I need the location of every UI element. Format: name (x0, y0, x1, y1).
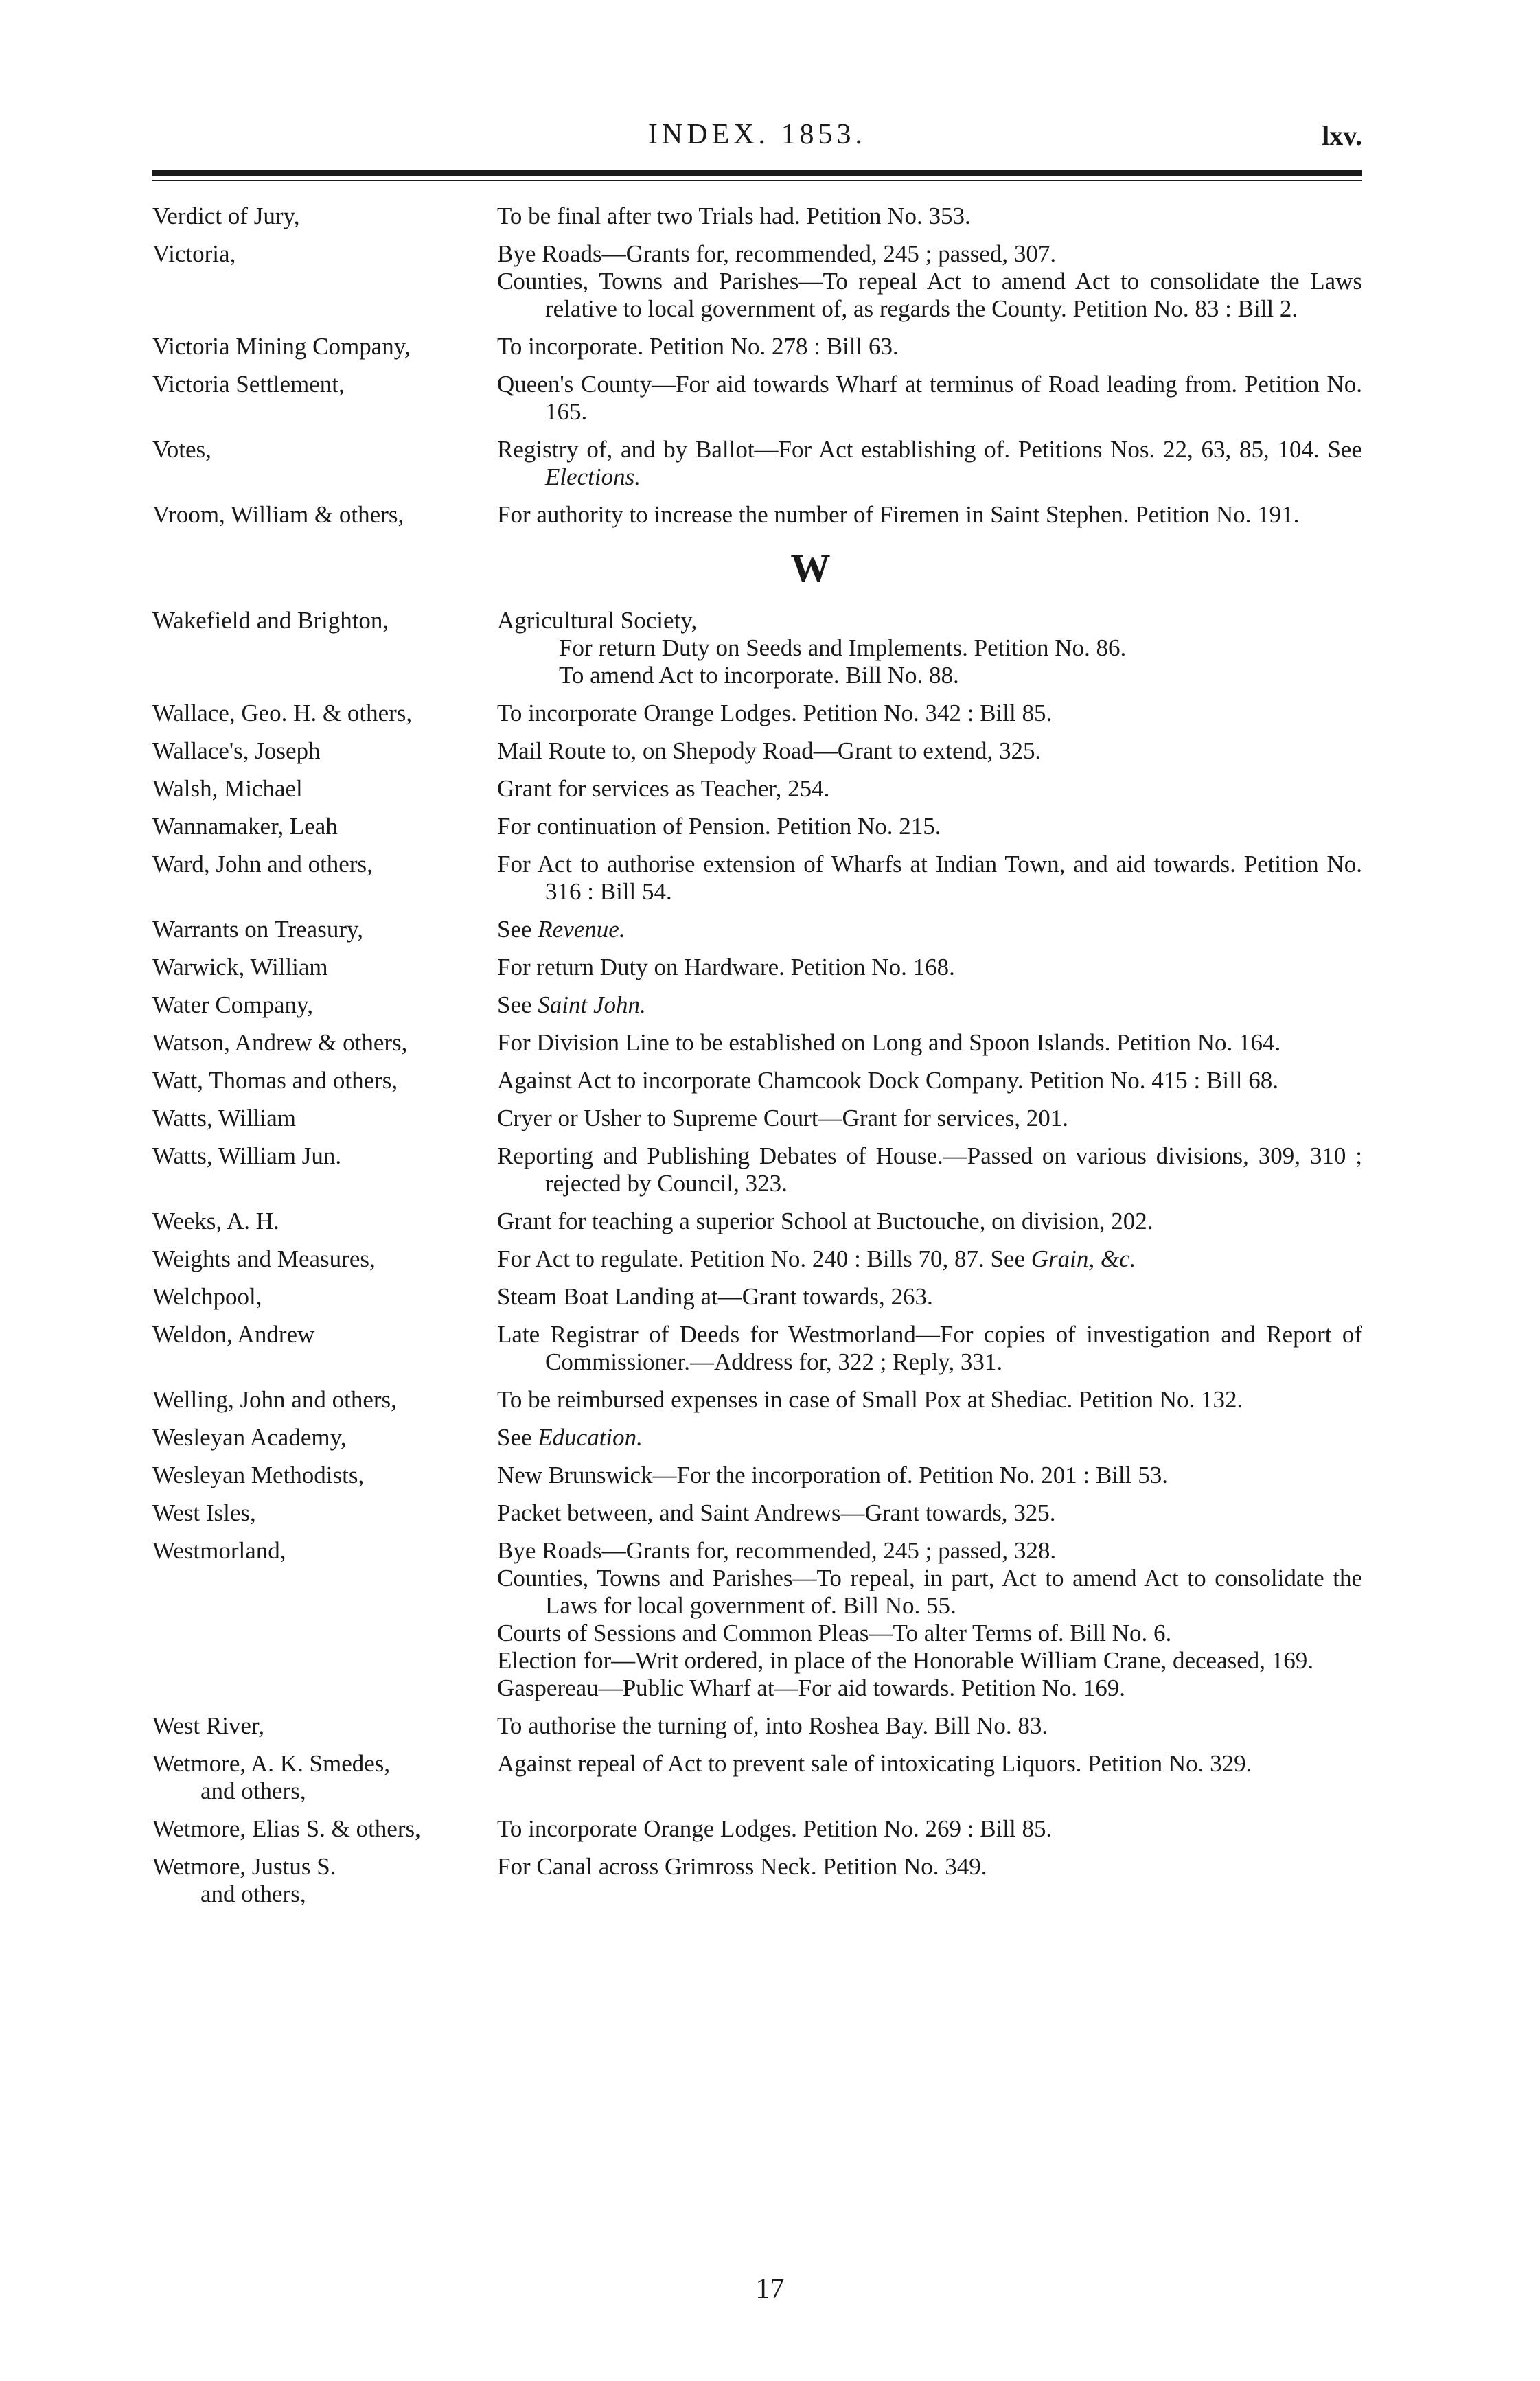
entry-term (152, 1142, 497, 1197)
entry-definitions (497, 1142, 1362, 1197)
entry-term-text: Wakefield and Brighton, (152, 607, 389, 634)
index-entry (152, 1750, 1362, 1805)
index-entries (152, 203, 1362, 1918)
index-entry (152, 203, 1362, 230)
entry-term-text: Wesleyan Methodists, (152, 1462, 365, 1488)
entry-term (152, 1105, 497, 1132)
entry-term (152, 737, 497, 765)
entry-term-continuation: and others, (200, 1880, 306, 1907)
index-entry (152, 1499, 1362, 1527)
entry-definition: For return Duty on Hardware. Petition No. 168. (497, 954, 955, 980)
entry-definitions (497, 203, 1362, 230)
entry-definitions (497, 1537, 1362, 1702)
index-entry (152, 851, 1362, 906)
entry-term (152, 1386, 497, 1414)
entry-definition: Gaspereau—Public Wharf at—For aid towards. Petition No. 169. (497, 1675, 1126, 1701)
index-entry (152, 1386, 1362, 1414)
entry-definitions (497, 916, 1362, 943)
entry-definition: Against Act to incorporate Chamcook Dock Company. Petition No. 415 : Bill 68. (497, 1067, 1279, 1094)
index-entry (152, 436, 1362, 491)
entry-definitions (497, 813, 1362, 840)
index-entry (152, 700, 1362, 727)
entry-definitions (497, 1208, 1362, 1235)
index-entry (152, 1537, 1362, 1702)
entry-term-text: Votes, (152, 436, 211, 463)
entry-term-continuation: and others, (200, 1778, 306, 1804)
entry-definition: To incorporate Orange Lodges. Petition No. 269 : Bill 85. (497, 1815, 1053, 1842)
entry-definition: To be reimbursed expenses in case of Small Pox at Shediac. Petition No. 132. (497, 1386, 1243, 1413)
index-entry (152, 1815, 1362, 1843)
entry-definitions (497, 1105, 1362, 1132)
entry-definitions (497, 1853, 1362, 1908)
entry-definition: Against repeal of Act to prevent sale of intoxicating Liquors. Petition No. 329. (497, 1750, 1252, 1777)
entry-term (152, 1424, 497, 1451)
index-entry (152, 1067, 1362, 1094)
index-entry (152, 1142, 1362, 1197)
index-entry (152, 737, 1362, 765)
entry-definition: To authorise the turning of, into Roshea Bay. Bill No. 83. (497, 1712, 1048, 1739)
entry-definition: Counties, Towns and Parishes—To repeal, in part, Act to amend Act to consolidate the Laws for local government of. Bill No. 55. (497, 1565, 1362, 1619)
entry-term-text: Welling, John and others, (152, 1386, 397, 1413)
entry-term-text: Wallace, Geo. H. & others, (152, 700, 413, 726)
entry-term-text: Watts, William Jun. (152, 1142, 342, 1169)
entry-term (152, 333, 497, 360)
entry-definitions (497, 501, 1362, 529)
entry-term-text: Watson, Andrew & others, (152, 1029, 408, 1056)
entry-term-text: Victoria, (152, 240, 236, 267)
entry-definition: To be final after two Trials had. Petition No. 353. (497, 203, 971, 229)
entry-definition: Cryer or Usher to Supreme Court—Grant for services, 201. (497, 1105, 1069, 1131)
entry-definition: Registry of, and by Ballot—For Act establishing of. Petitions Nos. 22, 63, 85, 104. See Elections. (497, 436, 1362, 490)
entry-term (152, 1499, 497, 1527)
entry-definition: Steam Boat Landing at—Grant towards, 263. (497, 1283, 933, 1310)
entry-definition: For continuation of Pension. Petition No. 215. (497, 813, 941, 840)
entry-definition: Courts of Sessions and Common Pleas—To alter Terms of. Bill No. 6. (497, 1620, 1172, 1646)
signature-mark: 17 (755, 2273, 785, 2305)
index-entry (152, 1853, 1362, 1908)
entry-definition: Queen's County—For aid towards Wharf at terminus of Road leading from. Petition No. 165. (497, 371, 1362, 425)
entry-term-text: Weights and Measures, (152, 1245, 376, 1272)
entry-definition: Reporting and Publishing Debates of House.—Passed on various divisions, 309, 310 ; rejected by Council, 323. (497, 1142, 1362, 1197)
entry-term (152, 1208, 497, 1235)
entry-term (152, 1029, 497, 1057)
entry-definition: To amend Act to incorporate. Bill No. 88. (559, 662, 959, 689)
entry-definition: For Canal across Grimross Neck. Petition No. 349. (497, 1853, 987, 1880)
entry-definitions (497, 1029, 1362, 1057)
entry-term-text: Weeks, A. H. (152, 1208, 279, 1234)
entry-definition: Bye Roads—Grants for, recommended, 245 ; passed, 328. (497, 1537, 1057, 1564)
entry-definitions (497, 737, 1362, 765)
index-entry (152, 1245, 1362, 1273)
entry-definitions (497, 1462, 1362, 1489)
entry-term (152, 1853, 497, 1908)
entry-definitions (497, 1283, 1362, 1311)
entry-definitions (497, 1750, 1362, 1805)
entry-term-text: Wallace's, Joseph (152, 737, 321, 764)
entry-definition: Packet between, and Saint Andrews—Grant towards, 325. (497, 1499, 1056, 1526)
entry-definitions (497, 1424, 1362, 1451)
entry-definition: To incorporate Orange Lodges. Petition No. 342 : Bill 85. (497, 700, 1053, 726)
index-entry (152, 240, 1362, 323)
index-entry (152, 954, 1362, 981)
entry-term-text: Watt, Thomas and others, (152, 1067, 398, 1094)
index-entry (152, 1029, 1362, 1057)
entry-definition: Mail Route to, on Shepody Road—Grant to extend, 325. (497, 737, 1042, 764)
entry-definitions (497, 436, 1362, 491)
entry-term (152, 240, 497, 323)
entry-definitions (497, 1386, 1362, 1414)
index-entry (152, 371, 1362, 426)
index-entry (152, 501, 1362, 529)
entry-definition: See Revenue. (497, 916, 625, 943)
header-rule-thin (152, 180, 1362, 181)
entry-term-text: Warwick, William (152, 954, 328, 980)
entry-definition: Counties, Towns and Parishes—To repeal Act to amend Act to consolidate the Laws relative to local government of, as regards the County. Petition No. 83 : Bill 2. (497, 268, 1362, 322)
index-entry (152, 607, 1362, 689)
entry-term-text: Welchpool, (152, 1283, 262, 1310)
entry-term-text: Victoria Settlement, (152, 371, 345, 398)
index-entry (152, 1424, 1362, 1451)
page-number: lxv. (1322, 120, 1362, 151)
entry-term-text: West Isles, (152, 1499, 256, 1526)
entry-definitions (497, 991, 1362, 1019)
entry-term (152, 1815, 497, 1843)
entries-w (152, 607, 1362, 1908)
entry-definition: New Brunswick—For the incorporation of. Petition No. 201 : Bill 53. (497, 1462, 1168, 1488)
entry-term (152, 1283, 497, 1311)
entry-term (152, 371, 497, 426)
entry-definition: For Act to authorise extension of Wharfs at Indian Town, and aid towards. Petition No. 316 : Bill 54. (497, 851, 1362, 905)
entry-term (152, 1321, 497, 1376)
entry-definition: Election for—Writ ordered, in place of the Honorable William Crane, deceased, 169. (497, 1647, 1314, 1674)
index-entry (152, 775, 1362, 803)
header-rule-thick (152, 170, 1362, 176)
entry-term-text: Wesleyan Academy, (152, 1424, 347, 1451)
entry-term (152, 501, 497, 529)
entry-term-text: Weldon, Andrew (152, 1321, 315, 1348)
entry-definitions (497, 1712, 1362, 1740)
index-entry (152, 991, 1362, 1019)
index-entry (152, 1208, 1362, 1235)
entry-term (152, 916, 497, 943)
entry-term-text: Water Company, (152, 991, 314, 1018)
entry-definitions (497, 1499, 1362, 1527)
entry-term (152, 813, 497, 840)
section-letter: W (790, 546, 831, 590)
entry-definitions (497, 607, 1362, 689)
entry-definitions (497, 1067, 1362, 1094)
entry-definitions (497, 1321, 1362, 1376)
entry-definitions (497, 954, 1362, 981)
entry-definitions (497, 851, 1362, 906)
entry-term (152, 607, 497, 689)
entry-term-text: Walsh, Michael (152, 775, 303, 802)
entry-definitions (497, 700, 1362, 727)
index-entry (152, 333, 1362, 360)
entry-term (152, 1750, 497, 1805)
entry-term-text: Wetmore, A. K. Smedes, (152, 1750, 391, 1777)
entry-term-text: Wetmore, Elias S. & others, (152, 1815, 421, 1842)
entry-definition: Agricultural Society, (497, 607, 698, 634)
entries-v (152, 203, 1362, 529)
entry-definition: For authority to increase the number of Firemen in Saint Stephen. Petition No. 191. (497, 501, 1300, 528)
entry-term (152, 991, 497, 1019)
entry-definitions (497, 775, 1362, 803)
entry-term (152, 436, 497, 491)
entry-term-text: Vroom, William & others, (152, 501, 404, 528)
page-header (152, 118, 1362, 159)
entry-term (152, 700, 497, 727)
entry-definitions (497, 1815, 1362, 1843)
index-entry (152, 916, 1362, 943)
entry-definitions (497, 1245, 1362, 1273)
entry-definition: To incorporate. Petition No. 278 : Bill 63. (497, 333, 899, 360)
page-title: INDEX. 1853. (647, 119, 867, 150)
entry-term-text: Victoria Mining Company, (152, 333, 411, 360)
index-entry (152, 1462, 1362, 1489)
entry-term (152, 1245, 497, 1273)
entry-term-text: Ward, John and others, (152, 851, 373, 877)
entry-definition: For Act to regulate. Petition No. 240 : Bills 70, 87. See Grain, &c. (497, 1245, 1136, 1272)
entry-definition: For Division Line to be established on Long and Spoon Islands. Petition No. 164. (497, 1029, 1281, 1056)
entry-term (152, 1067, 497, 1094)
entry-term-text: Westmorland, (152, 1537, 286, 1564)
entry-definitions (497, 371, 1362, 426)
entry-definition: For return Duty on Seeds and Implements. Petition No. 86. (559, 634, 1127, 661)
entry-term-text: Verdict of Jury, (152, 203, 300, 229)
entry-definition: See Saint John. (497, 991, 646, 1018)
entry-definition: Bye Roads—Grants for, recommended, 245 ; passed, 307. (497, 240, 1057, 267)
entry-term-text: Warrants on Treasury, (152, 916, 363, 943)
entry-term-text: West River, (152, 1712, 264, 1739)
entry-definition: Grant for teaching a superior School at Buctouche, on division, 202. (497, 1208, 1153, 1234)
entry-term (152, 203, 497, 230)
entry-definition: Grant for services as Teacher, 254. (497, 775, 830, 802)
entry-definitions (497, 240, 1362, 323)
entry-term-text: Wannamaker, Leah (152, 813, 338, 840)
entry-term (152, 851, 497, 906)
index-entry (152, 1712, 1362, 1740)
entry-term (152, 954, 497, 981)
entry-definition: Late Registrar of Deeds for Westmorland—For copies of investigation and Report of Commissioner.—Address for, 322 ; Reply, 331. (497, 1321, 1362, 1375)
index-entry (152, 1321, 1362, 1376)
entry-term (152, 1462, 497, 1489)
entry-term-text: Watts, William (152, 1105, 296, 1131)
entry-term (152, 1537, 497, 1702)
entry-term-text: Wetmore, Justus S. (152, 1853, 336, 1880)
entry-definition: See Education. (497, 1424, 643, 1451)
entry-definitions (497, 333, 1362, 360)
entry-term (152, 775, 497, 803)
entry-term (152, 1712, 497, 1740)
index-entry (152, 813, 1362, 840)
index-entry (152, 1283, 1362, 1311)
index-entry (152, 1105, 1362, 1132)
